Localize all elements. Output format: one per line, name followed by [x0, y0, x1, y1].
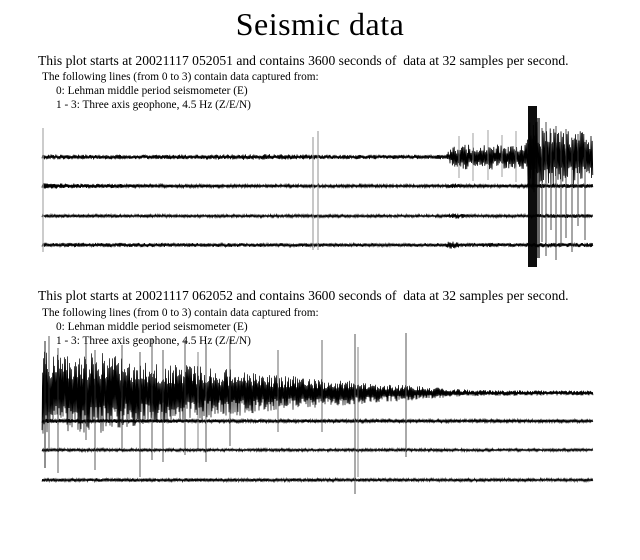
- plot1-start-description: This plot starts at 20021117 052051 and contains 3600 seconds of data at 32 samples per second.: [38, 53, 569, 68]
- plot2-info-line-channels1-3: 1 - 3: Three axis geophone, 4.5 Hz (Z/E/N): [56, 335, 251, 347]
- plot1-info-line-channel0: 0: Lehman middle period seismometer (E): [56, 85, 248, 97]
- plot2-info-line-intro: The following lines (from 0 to 3) contain data captured from:: [42, 307, 319, 319]
- page-title: Seismic data: [235, 6, 405, 42]
- plot1-info-line-channels1-3: 1 - 3: Three axis geophone, 4.5 Hz (Z/E/N): [56, 99, 251, 111]
- plot2-info-line-channel0: 0: Lehman middle period seismometer (E): [56, 321, 248, 333]
- plot2-start-description: This plot starts at 20021117 062052 and contains 3600 seconds of data at 32 samples per second.: [38, 288, 569, 303]
- plot1-info-line-intro: The following lines (from 0 to 3) contain data captured from:: [42, 71, 319, 83]
